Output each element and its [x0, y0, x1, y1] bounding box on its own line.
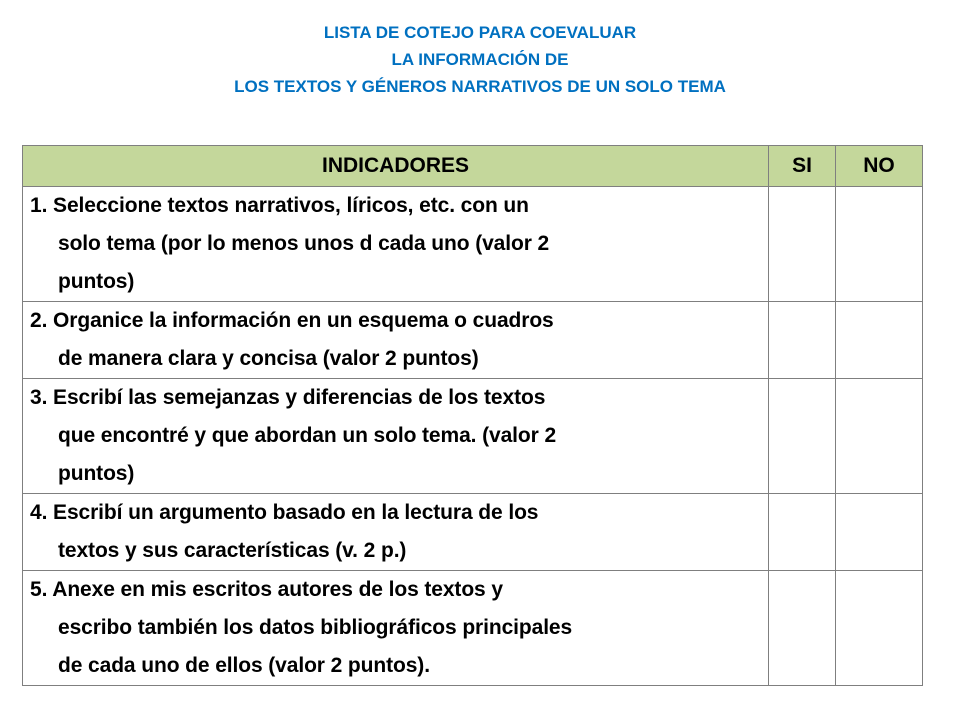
indicator-text: [30, 571, 764, 685]
indicator-cell: [23, 379, 769, 494]
header-row: [23, 146, 923, 187]
table-row: [23, 571, 923, 686]
indicator-line: 1. Seleccione textos narrativos, líricos, etc. con un: [30, 194, 529, 217]
indicator-cell: [23, 302, 769, 379]
indicator-text: [30, 379, 764, 493]
indicator-line: textos y sus características (v. 2 p.): [58, 539, 407, 562]
indicator-text: [30, 187, 764, 301]
no-checkbox-cell[interactable]: [836, 494, 923, 571]
indicator-text: [30, 302, 764, 378]
no-checkbox-cell[interactable]: [836, 571, 923, 686]
indicator-line: 5. Anexe en mis escritos autores de los textos y: [30, 578, 503, 601]
si-checkbox-cell[interactable]: [769, 494, 836, 571]
indicator-line: solo tema (por lo menos unos d cada uno (valor 2: [58, 232, 550, 255]
no-checkbox-cell[interactable]: [836, 187, 923, 302]
indicator-line: que encontré y que abordan un solo tema. (valor 2: [58, 424, 557, 447]
header-indicadores: INDICADORES: [23, 146, 769, 187]
indicator-line: puntos): [58, 270, 135, 293]
si-checkbox-cell[interactable]: [769, 302, 836, 379]
indicator-cell: [23, 571, 769, 686]
no-checkbox-cell[interactable]: [836, 379, 923, 494]
checklist-table: [22, 145, 923, 686]
table-row: [23, 187, 923, 302]
no-checkbox-cell[interactable]: [836, 302, 923, 379]
header-si: SI: [769, 146, 836, 187]
table-row: [23, 379, 923, 494]
indicator-line: 4. Escribí un argumento basado en la lectura de los: [30, 501, 539, 524]
indicator-text: [30, 494, 764, 570]
title-line-1: LISTA DE COTEJO PARA COEVALUAR: [323, 23, 637, 42]
header-no: NO: [836, 146, 923, 187]
indicator-cell: [23, 494, 769, 571]
indicator-line: 2. Organice la información en un esquema o cuadros: [30, 309, 554, 332]
si-checkbox-cell[interactable]: [769, 571, 836, 686]
si-checkbox-cell[interactable]: [769, 187, 836, 302]
title-line-3: LOS TEXTOS Y GÉNEROS NARRATIVOS DE UN SOLO TEMA: [234, 77, 726, 96]
document-title: [0, 19, 960, 100]
indicator-line: de manera clara y concisa (valor 2 puntos): [58, 347, 479, 370]
si-checkbox-cell[interactable]: [769, 379, 836, 494]
indicator-line: de cada uno de ellos (valor 2 puntos).: [58, 654, 430, 677]
table-row: [23, 302, 923, 379]
table-row: [23, 494, 923, 571]
indicator-line: 3. Escribí las semejanzas y diferencias de los textos: [30, 386, 546, 409]
indicator-line: puntos): [58, 462, 135, 485]
title-line-2: LA INFORMACIÓN DE: [391, 50, 569, 69]
indicator-line: escribo también los datos bibliográficos principales: [58, 616, 573, 639]
indicator-cell: [23, 187, 769, 302]
